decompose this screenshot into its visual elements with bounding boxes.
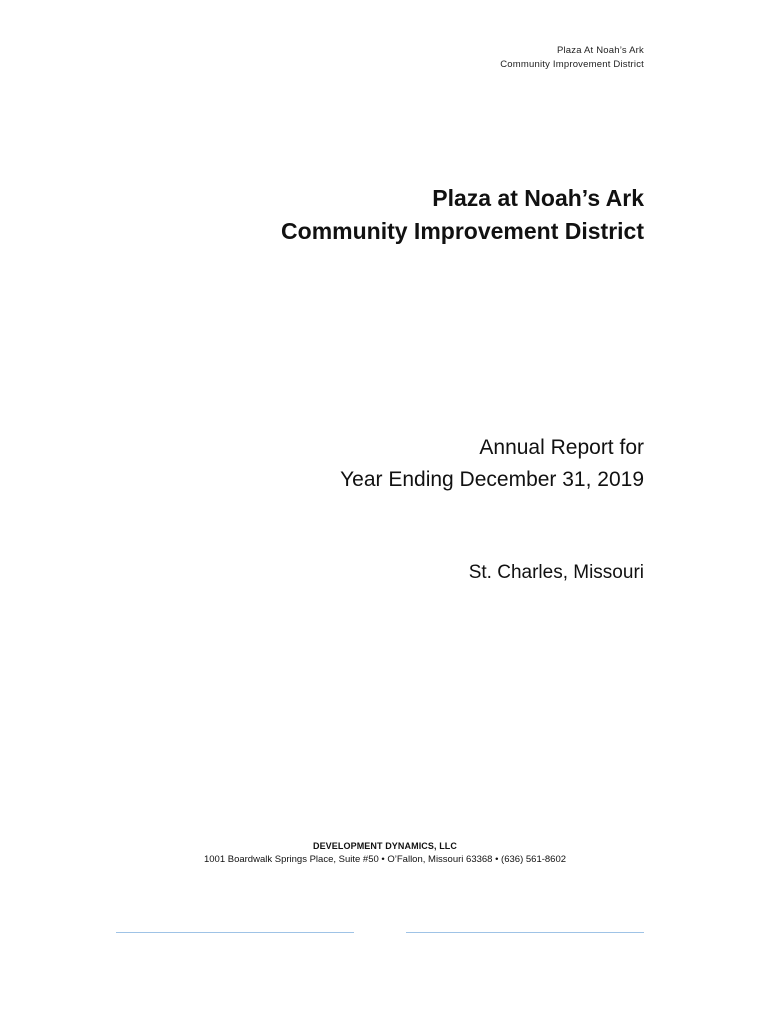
document-title-line-1: Plaza at Noah’s Ark	[432, 185, 644, 211]
footer-rule-left	[116, 932, 354, 933]
document-title-line-2: Community Improvement District	[281, 218, 644, 244]
report-subtitle-line-2: Year Ending December 31, 2019	[340, 468, 644, 491]
running-header	[500, 44, 644, 72]
report-subtitle-line-1: Annual Report for	[479, 436, 644, 459]
report-subtitle	[340, 432, 644, 496]
publisher-name: DEVELOPMENT DYNAMICS, LLC	[312, 841, 457, 851]
publisher-address: 1001 Boardwalk Springs Place, Suite #50 • O’Fallon, Missouri 63368 • (636) 561-8602	[203, 854, 567, 865]
running-header-line-1: Plaza At Noah’s Ark	[556, 45, 644, 56]
footer-rule-right	[406, 932, 644, 933]
location-text: St. Charles, Missouri	[468, 562, 644, 583]
document-title	[281, 182, 644, 248]
publisher-footer	[0, 839, 770, 867]
running-header-line-2: Community Improvement District	[500, 59, 644, 70]
